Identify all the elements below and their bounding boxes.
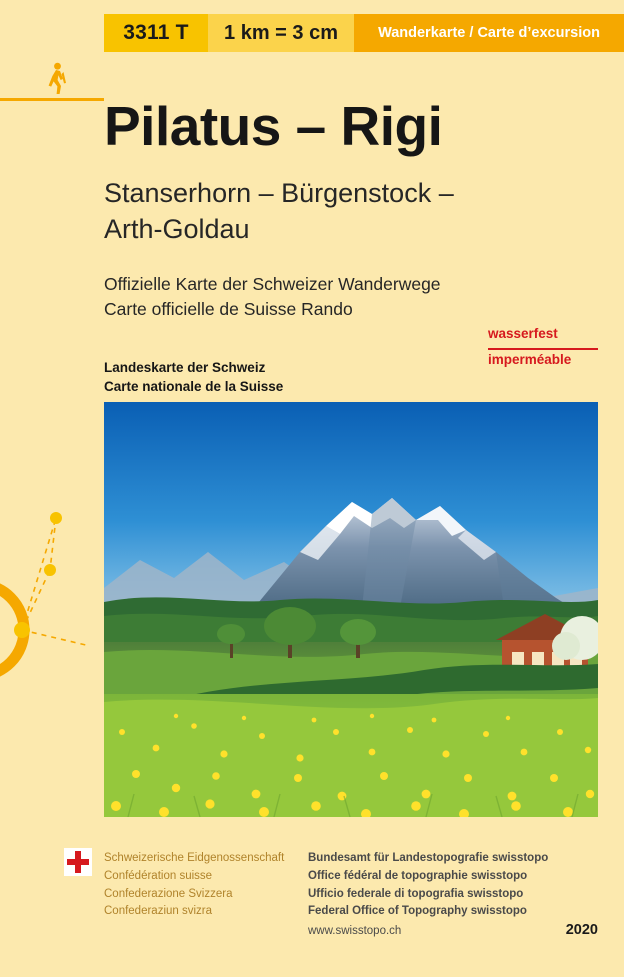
office-fr: Office fédéral de topographie swisstopo — [308, 869, 528, 882]
office-it: Ufficio federale di topografia swisstopo — [308, 887, 524, 900]
official-note-fr: Carte officielle de Suisse Rando — [104, 299, 353, 320]
swisstopo-office-names — [308, 850, 588, 921]
confederation-fr: Confédération suisse — [104, 869, 213, 882]
hiker-icon — [44, 62, 70, 96]
confederation-rm: Confederaziun svizra — [104, 905, 213, 918]
edition-year: 2020 — [565, 922, 598, 938]
office-en: Federal Office of Topography swisstopo — [308, 905, 527, 918]
confederation-names — [104, 850, 314, 921]
national-map-de: Landeskarte der Schweiz — [104, 360, 266, 375]
national-map-fr: Carte nationale de la Suisse — [104, 379, 284, 395]
national-map-note — [104, 358, 434, 396]
swiss-cross-icon — [64, 848, 92, 876]
scale-badge: 1 km = 3 cm — [208, 14, 354, 52]
official-map-note — [104, 272, 544, 322]
header-bar — [0, 14, 624, 52]
confederation-it: Confederazione Svizzera — [104, 887, 233, 900]
confederation-de: Schweizerische Eidgenossenschaft — [104, 852, 285, 864]
header-left-spacer — [0, 14, 104, 52]
waterproof-badge — [488, 324, 598, 369]
page-title: Pilatus – Rigi — [104, 95, 443, 157]
office-de: Bundesamt für Landestopografie swisstopo — [308, 852, 549, 864]
website-link[interactable]: www.swisstopo.ch — [308, 925, 402, 937]
waterproof-fr: imperméable — [488, 351, 572, 367]
hiker-rule — [0, 98, 104, 101]
official-note-de: Offizielle Karte der Schweizer Wanderwege — [104, 274, 441, 294]
constellation-decoration — [0, 470, 110, 700]
subtitle-line-2: Arth-Goldau — [104, 213, 250, 244]
waterproof-de: wasserfest — [488, 326, 558, 341]
page-subtitle — [104, 176, 564, 248]
map-type-badge: Wanderkarte / Carte d’excursion — [354, 14, 624, 52]
cover-photo — [104, 402, 598, 817]
sheet-number-badge: 3311 T — [104, 14, 208, 52]
subtitle-line-1: Stanserhorn – Bürgenstock – — [104, 178, 454, 208]
